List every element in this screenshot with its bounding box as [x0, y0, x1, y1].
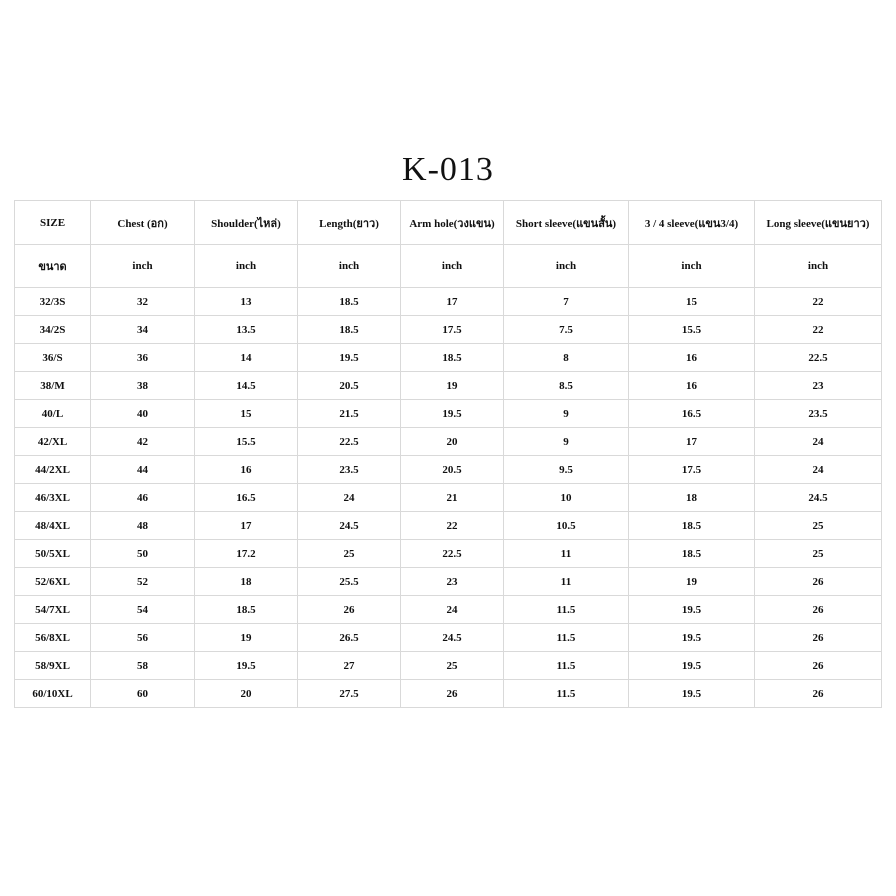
measurement-cell: 19.5 — [401, 400, 504, 428]
measurement-cell: 58 — [91, 652, 195, 680]
measurement-cell: 26 — [755, 652, 882, 680]
measurement-cell: 15 — [629, 288, 755, 316]
measurement-cell: 23 — [401, 568, 504, 596]
measurement-cell: 36 — [91, 344, 195, 372]
size-cell: 46/3XL — [15, 484, 91, 512]
measurement-cell: 21.5 — [298, 400, 401, 428]
unit-cell: inch — [91, 245, 195, 288]
table-row — [15, 652, 882, 680]
unit-cell: inch — [629, 245, 755, 288]
measurement-cell: 44 — [91, 456, 195, 484]
measurement-cell: 18.5 — [298, 316, 401, 344]
measurement-cell: 22.5 — [755, 344, 882, 372]
measurement-cell: 24.5 — [755, 484, 882, 512]
measurement-cell: 34 — [91, 316, 195, 344]
measurement-cell: 22.5 — [298, 428, 401, 456]
size-cell: 32/3S — [15, 288, 91, 316]
table-row — [15, 316, 882, 344]
measurement-cell: 19.5 — [629, 624, 755, 652]
measurement-cell: 17 — [629, 428, 755, 456]
measurement-cell: 38 — [91, 372, 195, 400]
measurement-cell: 18.5 — [401, 344, 504, 372]
table-row — [15, 400, 882, 428]
header-row — [15, 201, 882, 245]
measurement-cell: 24 — [755, 428, 882, 456]
measurement-cell: 15.5 — [195, 428, 298, 456]
unit-cell: inch — [755, 245, 882, 288]
measurement-cell: 26 — [298, 596, 401, 624]
size-cell: 54/7XL — [15, 596, 91, 624]
measurement-cell: 17.5 — [629, 456, 755, 484]
measurement-cell: 22 — [401, 512, 504, 540]
table-body — [15, 288, 882, 708]
measurement-cell: 9 — [504, 428, 629, 456]
measurement-cell: 18.5 — [629, 512, 755, 540]
size-cell: 42/XL — [15, 428, 91, 456]
measurement-cell: 32 — [91, 288, 195, 316]
measurement-cell: 18.5 — [629, 540, 755, 568]
measurement-cell: 19 — [401, 372, 504, 400]
size-cell: 44/2XL — [15, 456, 91, 484]
measurement-cell: 21 — [401, 484, 504, 512]
measurement-cell: 18 — [629, 484, 755, 512]
unit-row — [15, 245, 882, 288]
measurement-cell: 27 — [298, 652, 401, 680]
measurement-cell: 25 — [298, 540, 401, 568]
measurement-cell: 19.5 — [629, 652, 755, 680]
table-row — [15, 456, 882, 484]
column-header: Long sleeve(แขนยาว) — [755, 201, 882, 245]
measurement-cell: 11.5 — [504, 652, 629, 680]
measurement-cell: 26 — [755, 596, 882, 624]
measurement-cell: 15.5 — [629, 316, 755, 344]
measurement-cell: 23.5 — [755, 400, 882, 428]
measurement-cell: 25 — [755, 512, 882, 540]
measurement-cell: 14 — [195, 344, 298, 372]
measurement-cell: 52 — [91, 568, 195, 596]
table-row — [15, 344, 882, 372]
column-header: Short sleeve(แขนสั้น) — [504, 201, 629, 245]
size-cell: 48/4XL — [15, 512, 91, 540]
column-header: SIZE — [15, 201, 91, 245]
measurement-cell: 24 — [401, 596, 504, 624]
measurement-cell: 22.5 — [401, 540, 504, 568]
measurement-cell: 8.5 — [504, 372, 629, 400]
measurement-cell: 17 — [195, 512, 298, 540]
measurement-cell: 18.5 — [298, 288, 401, 316]
measurement-cell: 15 — [195, 400, 298, 428]
measurement-cell: 50 — [91, 540, 195, 568]
measurement-cell: 60 — [91, 680, 195, 708]
table-row — [15, 428, 882, 456]
measurement-cell: 26 — [755, 680, 882, 708]
table-row — [15, 540, 882, 568]
measurement-cell: 18 — [195, 568, 298, 596]
measurement-cell: 7 — [504, 288, 629, 316]
measurement-cell: 25.5 — [298, 568, 401, 596]
table-row — [15, 372, 882, 400]
measurement-cell: 13.5 — [195, 316, 298, 344]
measurement-cell: 46 — [91, 484, 195, 512]
size-cell: 34/2S — [15, 316, 91, 344]
measurement-cell: 16 — [629, 372, 755, 400]
measurement-cell: 16 — [195, 456, 298, 484]
table-row — [15, 484, 882, 512]
column-header: Arm hole(วงแขน) — [401, 201, 504, 245]
measurement-cell: 16 — [629, 344, 755, 372]
size-cell: 58/9XL — [15, 652, 91, 680]
measurement-cell: 20 — [401, 428, 504, 456]
measurement-cell: 56 — [91, 624, 195, 652]
size-cell: 50/5XL — [15, 540, 91, 568]
table-row — [15, 288, 882, 316]
measurement-cell: 18.5 — [195, 596, 298, 624]
size-chart-table — [14, 200, 882, 708]
measurement-cell: 19.5 — [629, 596, 755, 624]
table-row — [15, 512, 882, 540]
measurement-cell: 42 — [91, 428, 195, 456]
measurement-cell: 17 — [401, 288, 504, 316]
size-cell: 56/8XL — [15, 624, 91, 652]
measurement-cell: 19.5 — [298, 344, 401, 372]
size-cell: 60/10XL — [15, 680, 91, 708]
measurement-cell: 26 — [755, 568, 882, 596]
measurement-cell: 9.5 — [504, 456, 629, 484]
column-header: Chest (อก) — [91, 201, 195, 245]
measurement-cell: 20.5 — [298, 372, 401, 400]
measurement-cell: 27.5 — [298, 680, 401, 708]
measurement-cell: 24.5 — [298, 512, 401, 540]
measurement-cell: 26 — [755, 624, 882, 652]
measurement-cell: 14.5 — [195, 372, 298, 400]
unit-cell: ขนาด — [15, 245, 91, 288]
unit-cell: inch — [195, 245, 298, 288]
measurement-cell: 9 — [504, 400, 629, 428]
measurement-cell: 48 — [91, 512, 195, 540]
measurement-cell: 8 — [504, 344, 629, 372]
table-row — [15, 680, 882, 708]
size-cell: 36/S — [15, 344, 91, 372]
size-cell: 52/6XL — [15, 568, 91, 596]
measurement-cell: 19 — [195, 624, 298, 652]
measurement-cell: 24 — [298, 484, 401, 512]
measurement-cell: 13 — [195, 288, 298, 316]
size-cell: 38/M — [15, 372, 91, 400]
unit-cell: inch — [298, 245, 401, 288]
measurement-cell: 20 — [195, 680, 298, 708]
measurement-cell: 10.5 — [504, 512, 629, 540]
measurement-cell: 26 — [401, 680, 504, 708]
table-row — [15, 568, 882, 596]
column-header: 3 / 4 sleeve(แขน3/4) — [629, 201, 755, 245]
measurement-cell: 17.2 — [195, 540, 298, 568]
measurement-cell: 40 — [91, 400, 195, 428]
measurement-cell: 25 — [401, 652, 504, 680]
measurement-cell: 11.5 — [504, 680, 629, 708]
measurement-cell: 16.5 — [629, 400, 755, 428]
column-header: Shoulder(ไหล่) — [195, 201, 298, 245]
measurement-cell: 19 — [629, 568, 755, 596]
measurement-cell: 7.5 — [504, 316, 629, 344]
measurement-cell: 23.5 — [298, 456, 401, 484]
measurement-cell: 22 — [755, 288, 882, 316]
measurement-cell: 11 — [504, 540, 629, 568]
size-cell: 40/L — [15, 400, 91, 428]
measurement-cell: 22 — [755, 316, 882, 344]
table-row — [15, 624, 882, 652]
table-row — [15, 596, 882, 624]
measurement-cell: 20.5 — [401, 456, 504, 484]
measurement-cell: 54 — [91, 596, 195, 624]
measurement-cell: 19.5 — [195, 652, 298, 680]
measurement-cell: 24 — [755, 456, 882, 484]
unit-cell: inch — [504, 245, 629, 288]
measurement-cell: 11.5 — [504, 624, 629, 652]
measurement-cell: 17.5 — [401, 316, 504, 344]
measurement-cell: 23 — [755, 372, 882, 400]
measurement-cell: 11 — [504, 568, 629, 596]
measurement-cell: 19.5 — [629, 680, 755, 708]
measurement-cell: 11.5 — [504, 596, 629, 624]
column-header: Length(ยาว) — [298, 201, 401, 245]
unit-cell: inch — [401, 245, 504, 288]
measurement-cell: 26.5 — [298, 624, 401, 652]
measurement-cell: 16.5 — [195, 484, 298, 512]
measurement-cell: 24.5 — [401, 624, 504, 652]
page-title: K-013 — [402, 151, 494, 188]
measurement-cell: 10 — [504, 484, 629, 512]
measurement-cell: 25 — [755, 540, 882, 568]
